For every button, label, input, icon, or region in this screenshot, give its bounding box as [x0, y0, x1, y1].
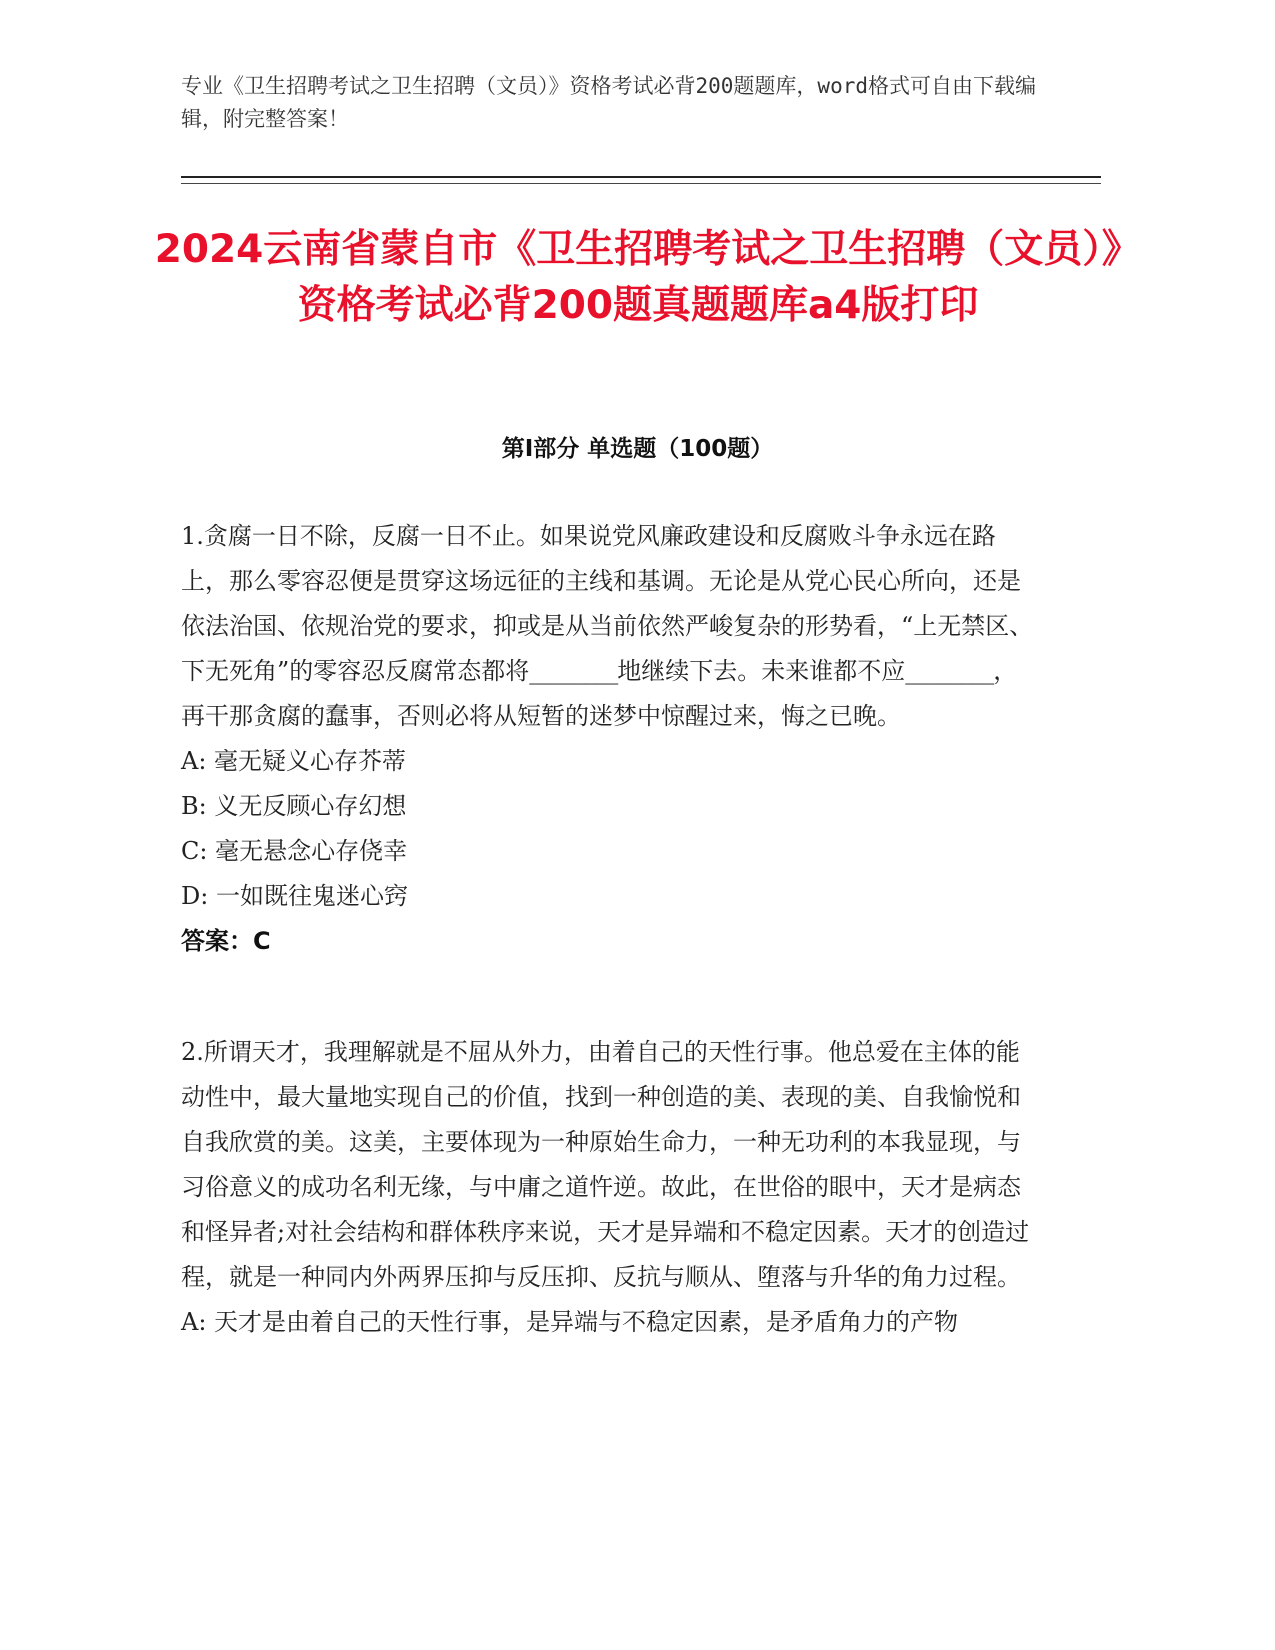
answer: 答案：C [181, 927, 271, 955]
stem-text: ，再干那贪腐的蠢事，否则必将从短暂的迷梦中惊醒过来，悔之已晚。 [181, 657, 1018, 730]
question-stem [181, 514, 1041, 739]
header-note: 专业《卫生招聘考试之卫生招聘（文员）》资格考试必背200题题库，word格式可自由下载编辑，附完整答案！ [181, 74, 1036, 131]
option-a: A: 毫无疑义心存芥蒂 [181, 747, 407, 775]
header-divider-thick [181, 176, 1101, 178]
page-title: 2024云南省蒙自市《卫生招聘考试之卫生招聘（文员）》资格考试必背200题真题题库a4版打印 [154, 227, 1122, 328]
fill-blank: ________ [529, 657, 618, 685]
question-2 [181, 1030, 1041, 1345]
option-a: A: 天才是由着自己的天性行事，是异端与不稳定因素，是矛盾角力的产物 [181, 1308, 959, 1336]
option-d: D: 一如既往鬼迷心窍 [181, 882, 408, 910]
option-c: C: 毫无悬念心存侥幸 [181, 837, 408, 865]
section-title: 第Ⅰ部分 单选题（100题） [501, 436, 774, 462]
option-b: B: 义无反顾心存幻想 [181, 792, 407, 820]
question-1 [181, 514, 1041, 964]
header-divider-thin [181, 183, 1101, 184]
fill-blank: ________ [905, 657, 994, 685]
stem-text: 地继续下去。未来谁都不应 [617, 657, 906, 685]
question-stem: 2.所谓天才，我理解就是不屈从外力，由着自己的天性行事。他总爱在主体的能动性中，最大量地实现自己的价值，找到一种创造的美、表现的美、自我愉悦和自我欣赏的美。这美，主要体现为一种原始生命力，一种无功利的本我显现，与习俗意义的成功名利无缘，与中庸之道忤逆。故此，在世俗的眼中，天才是病态和怪异者;对社会结构和群体秩序来说，天才是异端和不稳定因素。天才的创造过程，就是一种同内外两界压抑与反压抑、反抗与顺从、堕落与升华的角力过程。 [181, 1038, 1030, 1291]
stem-text: 1.贪腐一日不除，反腐一日不止。如果说党风廉政建设和反腐败斗争永远在路上，那么零容忍便是贯穿这场远征的主线和基调。无论是从党心民心所向，还是依法治国、依规治党的要求，抑或是从当前依然严峻复杂的形势看，“上无禁区、下无死角”的零容忍反腐常态都将 [181, 522, 1034, 685]
